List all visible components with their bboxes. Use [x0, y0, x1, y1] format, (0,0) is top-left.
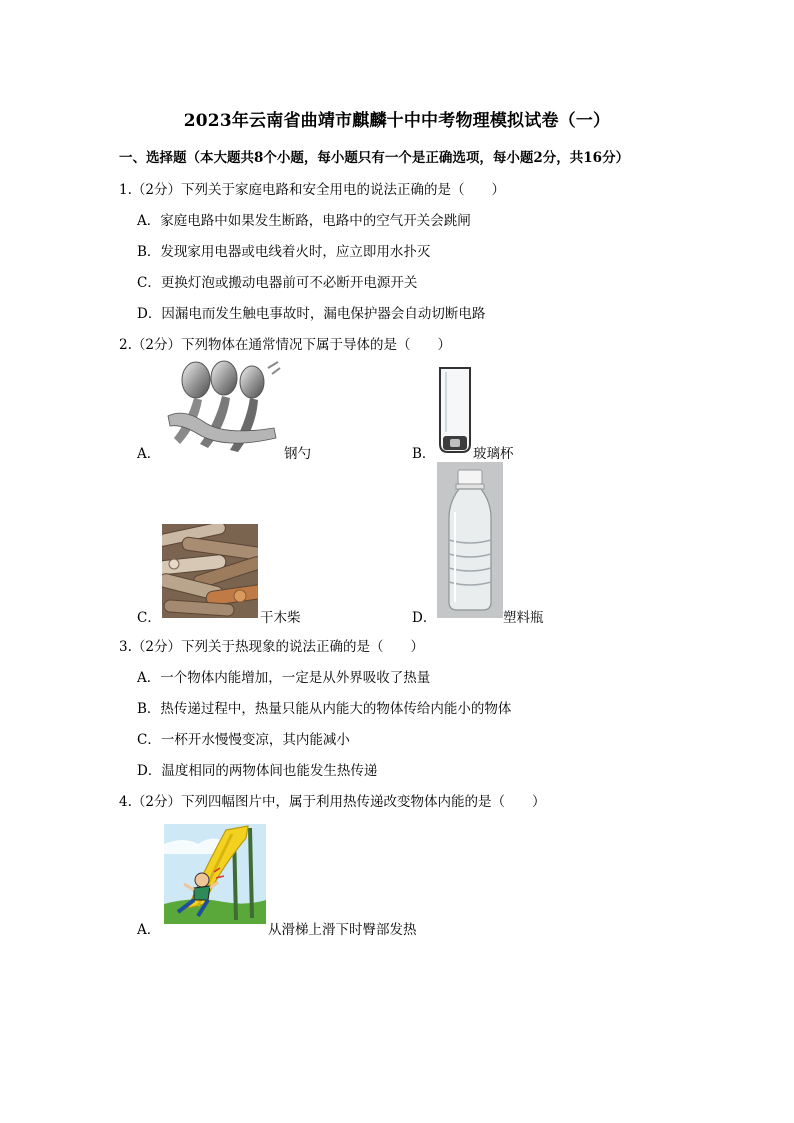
question-2-option-d-letter[interactable]: D． [412, 610, 437, 626]
question-2-option-a-letter[interactable]: A． [137, 446, 161, 462]
question-1-option-d[interactable]: D．因漏电而发生触电事故时，漏电保护器会自动切断电路 [137, 306, 486, 322]
question-4-stem: 4.（2分）下列四幅图片中，属于利用热传递改变物体内能的是（ ） [119, 794, 546, 810]
question-2-option-b-letter[interactable]: B． [412, 446, 436, 462]
question-2-option-b-text[interactable]: 玻璃杯 [473, 446, 514, 462]
glass-cup-image [438, 366, 472, 456]
section-heading: 一、选择题（本大题共8个小题，每小题只有一个是正确选项，每小题2分，共16分） [119, 150, 630, 166]
question-1-option-a[interactable]: A．家庭电路中如果发生断路，电路中的空气开关会跳闸 [137, 213, 471, 229]
question-3-stem: 3.（2分）下列关于热现象的说法正确的是（ ） [119, 639, 424, 655]
question-4-option-a-letter[interactable]: A． [137, 922, 161, 938]
question-3-option-b[interactable]: B．热传递过程中，热量只能从内能大的物体传给内能小的物体 [137, 701, 512, 717]
question-4-option-a-text[interactable]: 从滑梯上滑下时臀部发热 [268, 922, 417, 938]
question-2-option-d-text[interactable]: 塑料瓶 [503, 610, 544, 626]
question-1-stem: 1.（2分）下列关于家庭电路和安全用电的说法正确的是（ ） [119, 182, 505, 198]
firewood-image [162, 524, 258, 618]
question-2-stem: 2.（2分）下列物体在通常情况下属于导体的是（ ） [119, 337, 451, 353]
question-1-option-c[interactable]: C．更换灯泡或搬动电器前可不必断开电源开关 [137, 275, 418, 291]
spoons-image [164, 360, 282, 456]
question-2-option-c-letter[interactable]: C． [137, 610, 161, 626]
slide-image [164, 824, 266, 924]
question-3-option-a[interactable]: A．一个物体内能增加，一定是从外界吸收了热量 [137, 670, 431, 686]
plastic-bottle-image [437, 462, 503, 618]
question-3-option-c[interactable]: C．一杯开水慢慢变凉，其内能减小 [137, 732, 350, 748]
page-title: 2023年云南省曲靖市麒麟十中中考物理模拟试卷（一） [183, 111, 611, 131]
question-3-option-d[interactable]: D．温度相同的两物体间也能发生热传递 [137, 763, 378, 779]
question-2-option-a-text[interactable]: 钢勺 [284, 446, 311, 462]
question-1-option-b[interactable]: B．发现家用电器或电线着火时，应立即用水扑灭 [137, 244, 431, 260]
question-2-option-c-text[interactable]: 干木柴 [260, 610, 301, 626]
